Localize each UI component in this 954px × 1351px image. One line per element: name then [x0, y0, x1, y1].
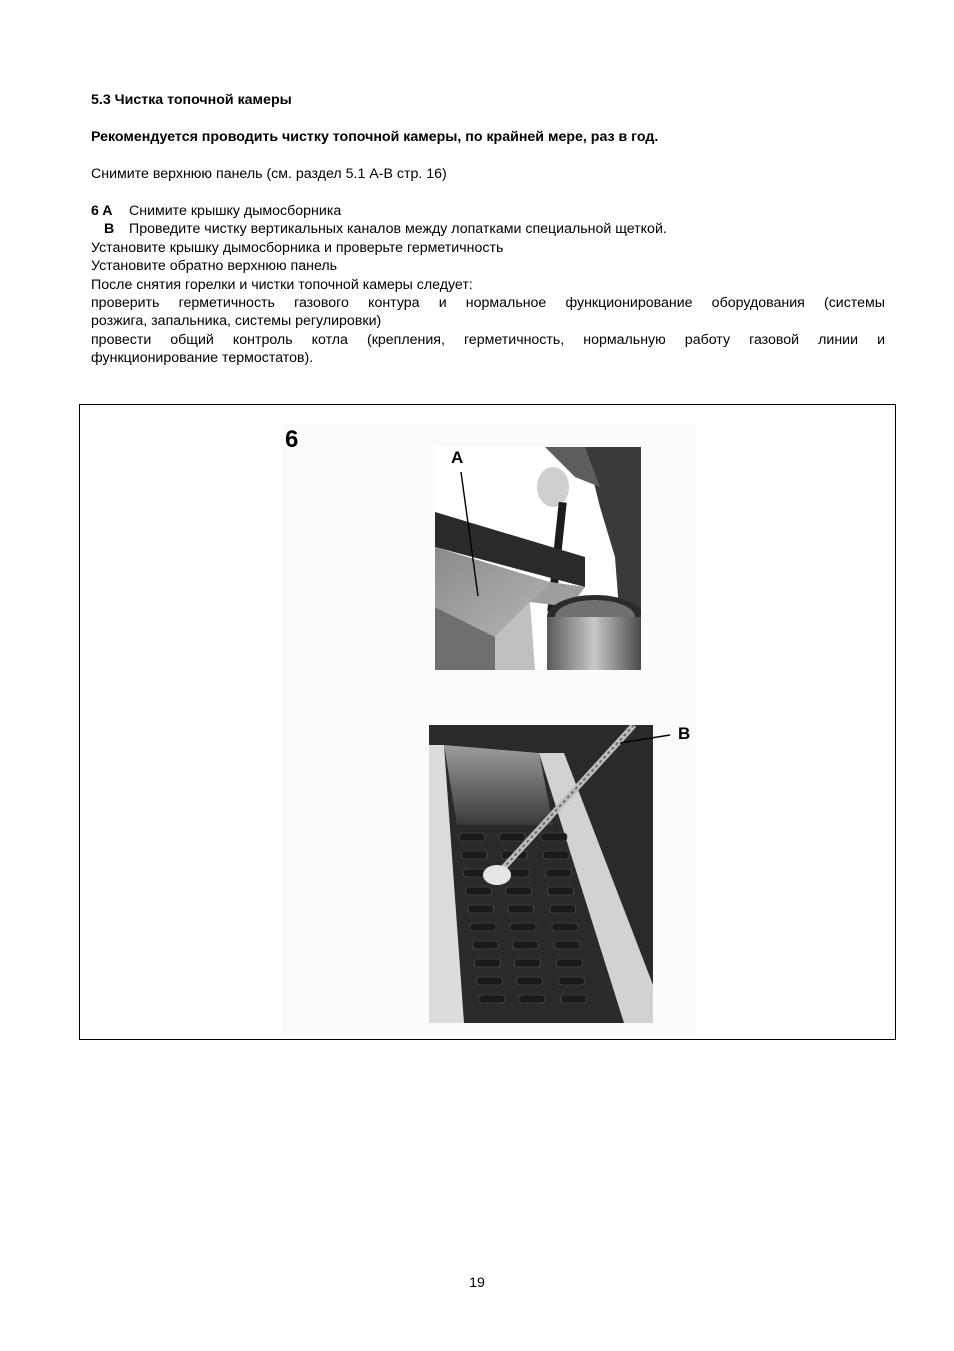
boiler-blade: [519, 995, 545, 1003]
intro-text: Снимите верхнюю панель (см. раздел 5.1 А-В стр. 16): [91, 166, 447, 182]
boiler-blade: [556, 959, 582, 967]
boiler-blade: [468, 905, 494, 913]
check-gas-line-1: проверить герметичность газового контура и нормальное функционирование оборудования (системы: [91, 295, 885, 311]
check-boiler-line-1: провести общий контроль котла (крепления, герметичность, нормальную работу газовой линии и: [91, 332, 885, 348]
recommendation-text: Рекомендуется проводить чистку топочной камеры, по крайней мере, раз в год.: [91, 129, 659, 145]
boiler-blade: [512, 941, 538, 949]
boiler-blade: [470, 923, 496, 931]
step-6a-label: 6 A: [91, 203, 113, 219]
step-6a-text: Снимите крышку дымосборника: [129, 203, 342, 219]
label-b-pointer: [618, 730, 674, 746]
boiler-blade: [461, 851, 487, 859]
boiler-blade: [508, 905, 534, 913]
label-a-pointer: [455, 470, 485, 600]
step-b-text: Проведите чистку вертикальных каналов между лопатками специальной щеткой.: [129, 221, 667, 237]
label-b: B: [678, 724, 691, 743]
boiler-blade: [466, 887, 492, 895]
boiler-blade: [514, 959, 540, 967]
boiler-blade: [459, 833, 485, 841]
label-a: A: [451, 448, 464, 467]
check-gas-line-2: розжига, запальника, системы регулировки): [91, 313, 382, 329]
boiler-blade: [510, 923, 536, 931]
instruction-line: Установите обратно верхнюю панель: [91, 258, 338, 274]
boiler-blade: [543, 851, 569, 859]
boiler-blade: [472, 941, 498, 949]
figure-number: 6: [285, 426, 299, 453]
check-boiler-line-2: функционирование термостатов).: [91, 350, 314, 366]
boiler-blade: [479, 995, 505, 1003]
instruction-line: После снятия горелки и чистки топочной камеры следует:: [91, 277, 473, 293]
instruction-line: Установите крышку дымосборника и проверьте герметичность: [91, 240, 504, 256]
boiler-blade: [554, 941, 580, 949]
boiler-blade: [552, 923, 578, 931]
boiler-blade: [559, 977, 585, 985]
boiler-blade: [541, 833, 567, 841]
boiler-blade: [561, 995, 587, 1003]
boiler-blade: [477, 977, 503, 985]
photo-b-brush-cleaning: [429, 725, 653, 1023]
boiler-blade: [517, 977, 543, 985]
boiler-blade: [499, 833, 525, 841]
boiler-blade: [550, 905, 576, 913]
boiler-blade: [474, 959, 500, 967]
boiler-blade: [506, 887, 532, 895]
section-heading: 5.3 Чистка топочной камеры: [91, 92, 292, 108]
boiler-blade: [548, 887, 574, 895]
page-number: 19: [469, 1275, 485, 1291]
boiler-blade: [545, 869, 571, 877]
step-b-label: B: [104, 221, 115, 237]
